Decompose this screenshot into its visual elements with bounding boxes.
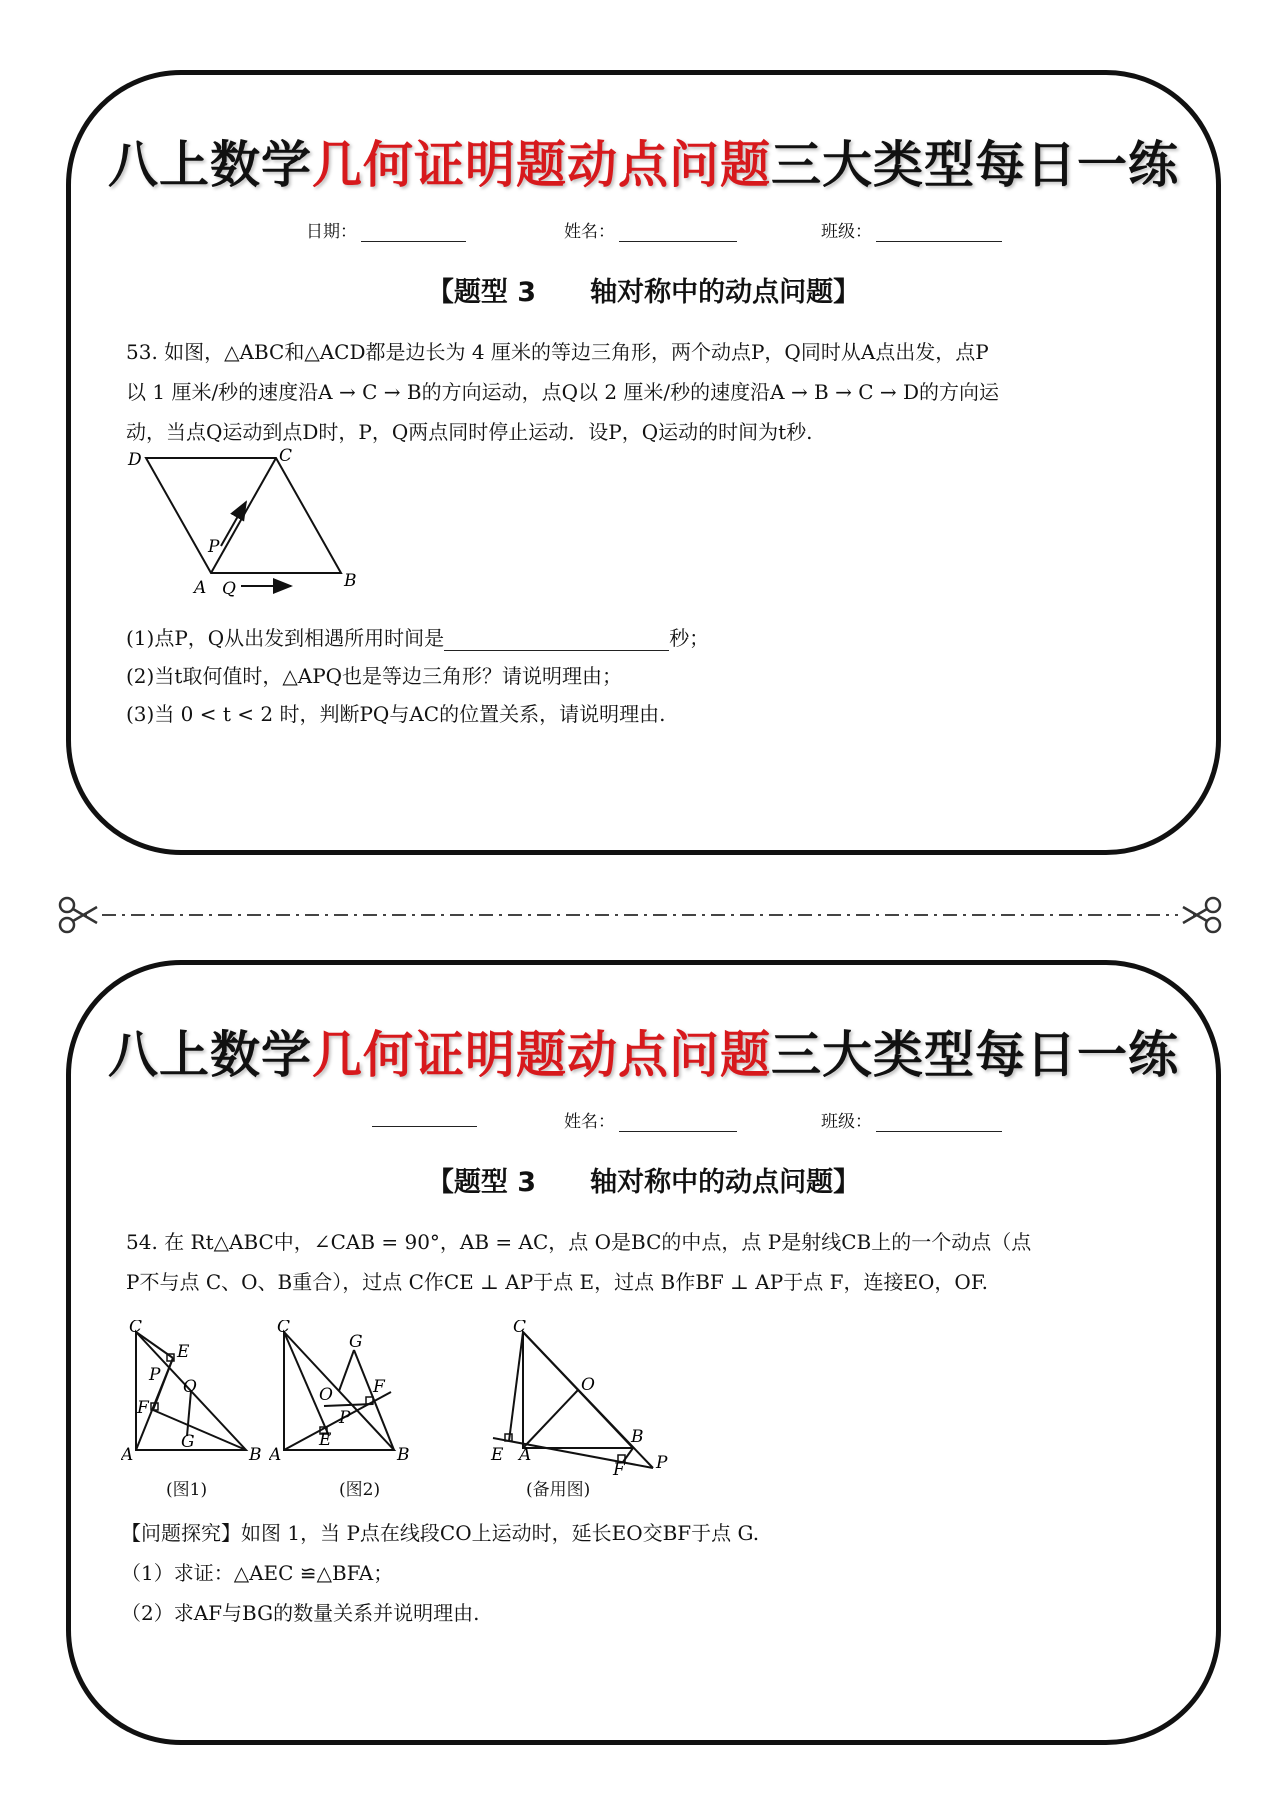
spare-label-f: F [613, 1460, 625, 1475]
type-heading: 【题型 3 轴对称中的动点问题】 [426, 1167, 861, 1198]
scissors-icon [1183, 898, 1220, 932]
class-label: 班级： [821, 1112, 872, 1132]
date-blank[interactable] [361, 223, 466, 242]
question-3: (3)当 0 < t < 2 时，判断PQ与AC的位置关系，请说明理由. [126, 702, 666, 726]
figure-rhombus [116, 448, 376, 598]
name-label: 姓名： [564, 1112, 615, 1132]
class-blank[interactable] [876, 223, 1002, 242]
figure-spare [483, 1320, 673, 1475]
problem-54 [126, 1222, 1171, 1302]
title-part-1: 八上数学 [108, 136, 312, 194]
title-part-highlight: 几何证明题动点问题 [312, 1026, 771, 1084]
name-field[interactable] [564, 1107, 737, 1132]
fig1-label-a: A [121, 1445, 134, 1465]
cut-line-divider [50, 885, 1230, 945]
fig1-label-o: O [183, 1377, 197, 1397]
fig1-label-e: E [177, 1342, 190, 1362]
label-c: C [279, 448, 293, 466]
type-heading: 【题型 3 轴对称中的动点问题】 [426, 277, 861, 308]
spare-label-b: B [631, 1427, 644, 1447]
fig3-caption: (备用图) [526, 1480, 591, 1500]
problem-line: 54. 在 Rt△ABC中，∠CAB = 90°，AB = AC，点 O是BC的中点，点 P是射线CB上的一个动点（点 [126, 1230, 1032, 1254]
spare-label-p: P [656, 1453, 668, 1473]
label-b: B [344, 571, 357, 591]
question-1 [126, 622, 709, 651]
fig2-caption: (图2) [339, 1480, 381, 1500]
date-field[interactable] [306, 217, 466, 242]
name-blank[interactable] [619, 1113, 737, 1132]
sub-question-2: （2）求AF与BG的数量关系并说明理由. [121, 1601, 480, 1625]
class-blank[interactable] [876, 1113, 1002, 1132]
problem-line: 53. 如图，△ABC和△ACD都是边长为 4 厘米的等边三角形，两个动点P，Q同时从A点出发，点P [126, 340, 989, 364]
label-p: P [208, 537, 220, 557]
fig2-label-g: G [349, 1332, 363, 1352]
fig1-caption: (图1) [166, 1480, 208, 1500]
spare-label-a: A [519, 1445, 532, 1465]
arrow-p [221, 502, 246, 546]
diagonal-ac [211, 458, 276, 573]
fig1-label-b: B [249, 1445, 262, 1465]
fig2-label-c: C [277, 1320, 291, 1337]
fig1-label-g: G [181, 1432, 195, 1452]
date-blank[interactable] [372, 1108, 477, 1127]
fig1-label-f: F [137, 1398, 149, 1418]
name-label: 姓名： [564, 222, 615, 242]
problem-line: 动，当点Q运动到点D时，P，Q两点同时停止运动．设P，Q运动的时间为t秒. [126, 420, 813, 444]
class-label: 班级： [821, 222, 872, 242]
fig2-label-f: F [373, 1377, 385, 1397]
name-field[interactable] [564, 217, 737, 242]
fig2-label-b: B [397, 1445, 410, 1465]
label-a: A [194, 578, 207, 598]
title-part-highlight: 几何证明题动点问题 [312, 136, 771, 194]
date-label: 日期： [306, 222, 357, 242]
fig2-label-o: O [319, 1385, 333, 1405]
spare-label-c: C [513, 1320, 527, 1337]
fig2-label-e: E [319, 1430, 332, 1450]
answer-blank[interactable] [444, 630, 669, 651]
q1-unit: 秒； [669, 626, 710, 650]
label-d: D [128, 450, 142, 470]
page-title [71, 1015, 1216, 1087]
scissors-icon [60, 898, 97, 932]
problem-line: P不与点 C、O、B重合），过点 C作CE ⊥ AP于点 E，过点 B作BF ⊥ AP于点 F，连接EO，OF. [126, 1270, 988, 1294]
spare-label-o: O [581, 1375, 595, 1395]
spare-label-e: E [491, 1445, 504, 1465]
title-part-2: 三大类型每日一练 [771, 1026, 1179, 1084]
figure-2 [269, 1320, 419, 1470]
fig2-label-p: P [339, 1408, 351, 1428]
page-title [71, 125, 1216, 197]
fig1-label-p: P [149, 1365, 161, 1385]
title-part-2: 三大类型每日一练 [771, 136, 1179, 194]
figure-1 [121, 1320, 271, 1470]
fig2-label-a: A [269, 1445, 282, 1465]
class-field[interactable] [821, 1107, 1002, 1132]
worksheet-card-2 [66, 960, 1221, 1745]
problem-53 [126, 332, 1171, 452]
label-q: Q [222, 579, 236, 598]
title-part-1: 八上数学 [108, 1026, 312, 1084]
q1-text: (1)点P，Q从出发到相遇所用时间是 [126, 626, 445, 650]
problem-explore: 【问题探究】如图 1，当 P点在线段CO上运动时，延长EO交BF于点 G. [121, 1521, 760, 1545]
date-field[interactable] [368, 1107, 477, 1127]
problem-line: 以 1 厘米/秒的速度沿A → C → B的方向运动，点Q以 2 厘米/秒的速度沿A → B → C → D的方向运 [126, 380, 1000, 404]
fig1-label-c: C [129, 1320, 143, 1337]
name-blank[interactable] [619, 223, 737, 242]
question-2: (2)当t取何值时，△APQ也是等边三角形？请说明理由； [126, 664, 623, 688]
sub-question-1: （1）求证：△AEC ≌△BFA； [121, 1561, 394, 1585]
class-field[interactable] [821, 217, 1002, 242]
worksheet-card-1 [66, 70, 1221, 855]
